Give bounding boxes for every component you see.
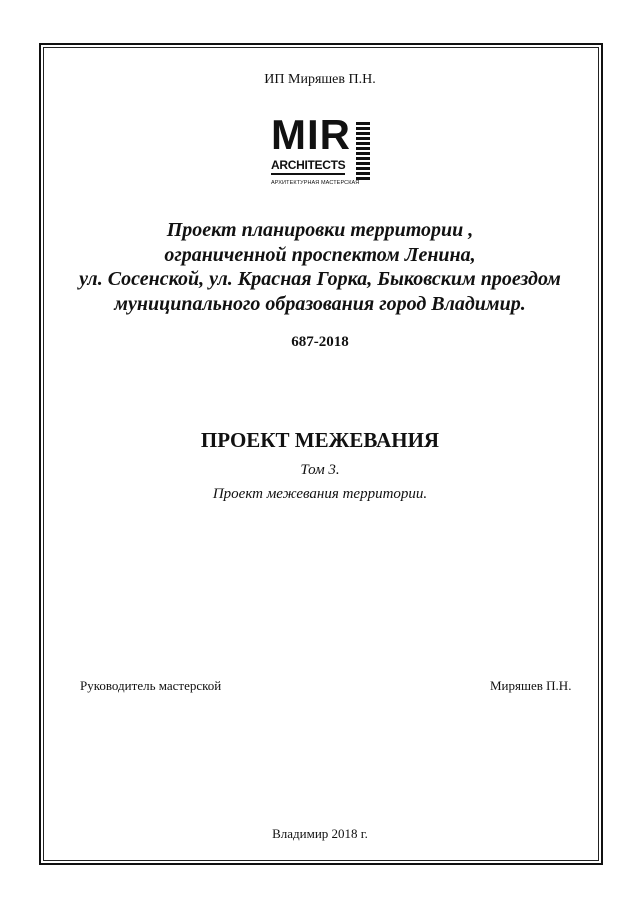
logo-wordmark: MIR [271,111,351,158]
title-line: ограниченной проспектом Ленина, [164,243,476,266]
organization-name: ИП Миряшев П.Н. [264,72,376,87]
logo-bars-icon [356,122,370,180]
city-year: Владимир 2018 г. [272,826,368,841]
signer-name: Миряшев П.Н. [490,678,572,693]
volume-label: Том 3. [300,462,340,478]
section-heading: ПРОЕКТ МЕЖЕВАНИЯ [200,428,440,452]
signer-role: Руководитель мастерской [80,678,222,693]
project-code: 687-2018 [291,334,349,350]
document-title [40,218,600,316]
title-line: ул. Сосенской, ул. Красная Горка, Быковским проездом [79,268,561,290]
logo-subword: ARCHITECTS [271,158,345,175]
logo-tagline: АРХИТЕКТУРНАЯ МАСТЕРСКАЯ [271,180,360,186]
title-line: Проект планировки территории , [166,219,474,241]
company-logo [271,111,373,194]
section-subtitle: Проект межевания территории. [212,486,428,502]
title-line: муниципального образования город Владимир. [114,292,526,315]
